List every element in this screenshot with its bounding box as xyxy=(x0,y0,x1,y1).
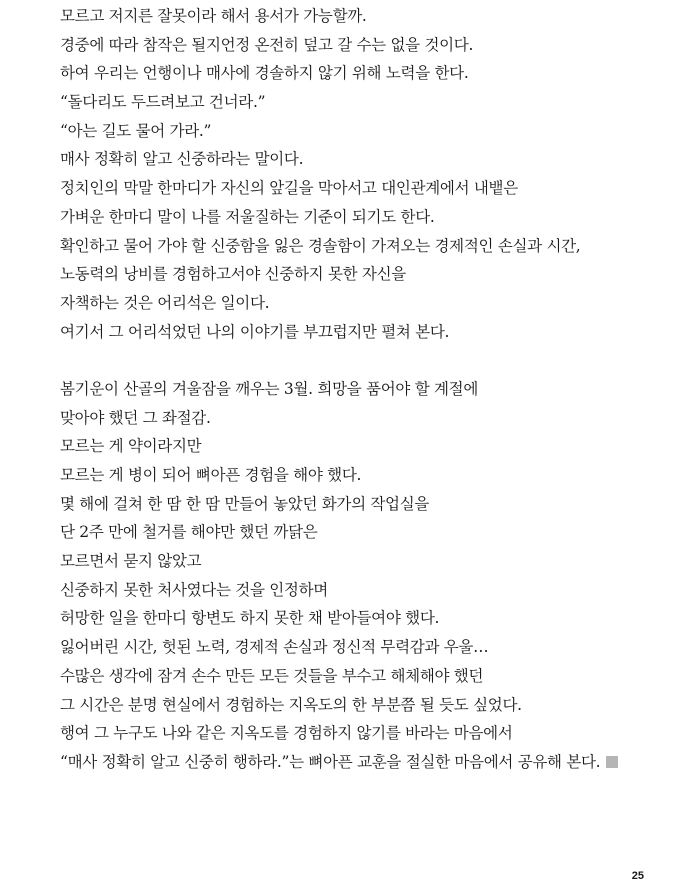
text-line: 수많은 생각에 잠겨 손수 만든 모든 것들을 부수고 해체해야 했던 xyxy=(60,666,484,685)
text-line: 모르는 게 약이라지만 xyxy=(60,437,202,456)
text-line: 매사 정확히 알고 신중하라는 말이다. xyxy=(60,150,304,169)
text-line: 허망한 일을 한마디 항변도 하지 못한 채 받아들여야 했다. xyxy=(60,609,440,628)
text-line: 그 시간은 분명 현실에서 경험하는 지옥도의 한 부분쯤 될 듯도 싶었다. xyxy=(60,695,522,714)
text-line: 모르는 게 병이 되어 뼈아픈 경험을 해야 했다. xyxy=(60,466,362,484)
paragraph-2 xyxy=(60,375,680,777)
text-line: 경중에 따라 참작은 될지언정 온전히 덮고 갈 수는 없을 것이다. xyxy=(60,35,474,54)
text-line: 모르면서 묻지 않았고 xyxy=(60,552,202,571)
text-line: 잃어버린 시간, 헛된 노력, 경제적 손실과 정신적 무력감과 우울… xyxy=(60,638,489,657)
page-number: 25 xyxy=(631,870,644,882)
end-of-article-mark-icon xyxy=(606,756,618,768)
quote-line: “아는 길도 물어 가라.” xyxy=(60,121,212,140)
text-line: 확인하고 물어 가야 할 신중함을 잃은 경솔함이 가져오는 경제적인 손실과 시간, xyxy=(60,236,581,255)
text-line: 하여 우리는 언행이나 매사에 경솔하지 않기 위해 노력을 한다. xyxy=(60,64,469,83)
text-line: 자책하는 것은 어리석은 일이다. xyxy=(60,293,270,312)
text-line: 노동력의 낭비를 경험하고서야 신중하지 못한 자신을 xyxy=(60,265,406,284)
paragraph-1 xyxy=(60,2,680,346)
text-line: 신중하지 못한 처사였다는 것을 인정하며 xyxy=(60,580,328,599)
text-line: 가벼운 한마디 말이 나를 저울질하는 기준이 되기도 한다. xyxy=(60,207,435,226)
text-line: 정치인의 막말 한마디가 자신의 앞길을 막아서고 대인관계에서 내뱉은 xyxy=(60,179,518,198)
final-line-text: “매사 정확히 알고 신중히 행하라.”는 뼈아픈 교훈을 절실한 마음에서 공유해 본다. xyxy=(60,752,601,771)
paragraph-break xyxy=(60,346,680,375)
article-body xyxy=(60,2,680,777)
final-line xyxy=(60,748,680,777)
text-line: 몇 해에 걸쳐 한 땀 한 땀 만들어 놓았던 화가의 작업실을 xyxy=(60,494,430,513)
text-line: 모르고 저지른 잘못이라 해서 용서가 가능할까. xyxy=(60,7,367,25)
text-line: 여기서 그 어리석었던 나의 이야기를 부끄럽지만 펼쳐 본다. xyxy=(60,322,450,341)
text-line: 행여 그 누구도 나와 같은 지옥도를 경험하지 않기를 바라는 마음에서 xyxy=(60,724,513,743)
quote-line: “돌다리도 두드려보고 건너라.” xyxy=(60,93,266,112)
text-line: 단 2주 만에 철거를 해야만 했던 까닭은 xyxy=(60,523,318,542)
text-line: 맞아야 했던 그 좌절감. xyxy=(60,408,211,427)
text-line: 봄기운이 산골의 겨울잠을 깨우는 3월. 희망을 품어야 할 계절에 xyxy=(60,379,479,398)
